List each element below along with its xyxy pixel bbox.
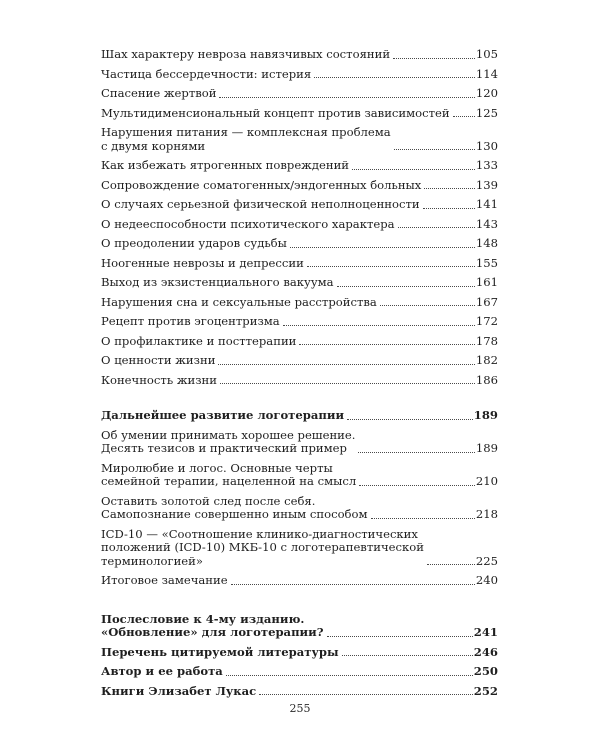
toc-entry-title: Частица бессердечности: истерия xyxy=(101,66,312,81)
toc-entry-page: 139 xyxy=(475,177,498,192)
dot-leader xyxy=(359,485,475,486)
toc-entry xyxy=(101,462,498,489)
toc-entry-page: 172 xyxy=(475,314,498,328)
dot-leader xyxy=(219,97,474,98)
toc-entry-page: 125 xyxy=(475,105,498,120)
toc-entry xyxy=(101,528,498,569)
dot-leader xyxy=(453,116,475,117)
toc-entry xyxy=(101,685,498,699)
dot-leader xyxy=(231,584,475,585)
toc-entry-page: 189 xyxy=(475,441,498,455)
dot-leader xyxy=(342,655,473,656)
toc-entry-title: Ноогенные неврозы и депрессии xyxy=(101,255,304,270)
toc-entry-page: 218 xyxy=(475,507,498,521)
toc-entry-page: 252 xyxy=(473,683,498,698)
toc-entry-page: 241 xyxy=(473,625,498,639)
toc-entry xyxy=(101,257,498,271)
toc-section-2 xyxy=(101,429,498,588)
toc-entry-page: 114 xyxy=(475,66,498,81)
toc-entry-page: 167 xyxy=(475,294,498,309)
dot-leader xyxy=(327,636,473,637)
toc-section-3 xyxy=(101,613,498,699)
toc-entry-title: Выход из экзистенциального вакуума xyxy=(101,275,334,289)
toc-entry-title: Шах характеру невроза навязчивых состояний xyxy=(101,47,391,61)
toc-entry xyxy=(101,574,498,588)
toc-entry-title: Автор и ее работа xyxy=(101,664,223,678)
toc-entry xyxy=(101,646,498,660)
toc-entry-page: 105 xyxy=(475,47,498,61)
toc-entry-title: Нарушения питания — комплексная проблема с двумя корнями xyxy=(101,125,391,153)
toc-entry xyxy=(101,237,498,251)
dot-leader xyxy=(371,518,475,519)
dot-leader xyxy=(314,77,475,78)
dot-leader xyxy=(393,58,475,59)
toc-entry-page: 178 xyxy=(475,333,498,348)
dot-leader xyxy=(337,286,475,287)
toc-entry xyxy=(101,276,498,290)
dot-leader xyxy=(398,227,475,228)
toc-entry-title: Конечность жизни xyxy=(101,372,217,387)
toc-entry xyxy=(101,495,498,522)
toc-entry-title: Нарушения сна и сексуальные расстройства xyxy=(101,294,377,309)
dot-leader xyxy=(259,694,473,695)
toc-entry-page: 133 xyxy=(475,158,498,172)
toc-entry-title: О преодолении ударов судьбы xyxy=(101,236,287,250)
toc-entry-page: 120 xyxy=(475,86,498,100)
toc-entry-page: 186 xyxy=(475,372,498,387)
dot-leader xyxy=(394,149,475,150)
dot-leader xyxy=(283,325,475,326)
toc-entry xyxy=(101,107,498,121)
dot-leader xyxy=(290,247,475,248)
dot-leader xyxy=(299,344,474,345)
dot-leader xyxy=(423,208,475,209)
dot-leader xyxy=(380,305,475,306)
toc-entry xyxy=(101,665,498,679)
toc-entry xyxy=(101,374,498,388)
toc-entry xyxy=(101,198,498,212)
toc-heading-title: Дальнейшее развитие логотерапии xyxy=(101,408,345,422)
toc-entry xyxy=(101,218,498,232)
toc-entry xyxy=(101,613,498,640)
toc-entry-title: Перечень цитируемой литературы xyxy=(101,644,339,659)
dot-leader xyxy=(424,188,475,189)
toc-entry-page: 246 xyxy=(473,644,498,659)
toc-entry xyxy=(101,429,498,456)
dot-leader xyxy=(358,452,474,453)
toc-entry-title: Об умении принимать хорошее решение. Десять тезисов и практический пример xyxy=(101,427,356,455)
toc-entry xyxy=(101,296,498,310)
toc-heading-page: 189 xyxy=(473,408,498,422)
table-of-contents xyxy=(101,48,498,704)
toc-section-heading xyxy=(101,409,498,423)
toc-entry-title: Сопровождение соматогенных/эндогенных больных xyxy=(101,177,422,192)
dot-leader xyxy=(427,564,475,565)
dot-leader xyxy=(226,675,473,676)
toc-entry xyxy=(101,48,498,62)
toc-entry-page: 148 xyxy=(475,236,498,250)
toc-entry-page: 155 xyxy=(475,255,498,270)
toc-entry-page: 225 xyxy=(475,553,498,568)
toc-entry-page: 210 xyxy=(475,474,498,488)
toc-section-1 xyxy=(101,48,498,387)
toc-entry-title: Миролюбие и логос. Основные черты семейной терапии, нацеленной на смысл xyxy=(101,460,357,488)
toc-entry-title: О профилактике и посттерапии xyxy=(101,333,297,348)
toc-entry-title: Рецепт против эгоцентризма xyxy=(101,314,280,328)
toc-entry xyxy=(101,315,498,329)
toc-entry-title: Спасение жертвой xyxy=(101,86,217,100)
toc-entry xyxy=(101,87,498,101)
dot-leader xyxy=(307,266,475,267)
toc-entry-page: 250 xyxy=(473,664,498,678)
toc-entry-page: 240 xyxy=(475,573,498,587)
toc-entry xyxy=(101,126,498,153)
toc-entry-page: 141 xyxy=(475,197,498,211)
dot-leader xyxy=(220,383,475,384)
toc-entry xyxy=(101,68,498,82)
toc-entry xyxy=(101,179,498,193)
toc-entry-page: 182 xyxy=(475,353,498,367)
page-number: 255 xyxy=(289,702,311,715)
dot-leader xyxy=(347,419,473,420)
toc-entry-title: Итоговое замечание xyxy=(101,573,228,587)
toc-entry-page: 143 xyxy=(475,216,498,231)
toc-entry-title: Мультидименсиональный концепт против зависимостей xyxy=(101,105,450,120)
toc-entry xyxy=(101,159,498,173)
dot-leader xyxy=(352,169,475,170)
toc-entry-page: 130 xyxy=(475,138,498,153)
toc-entry-title: Послесловие к 4-му изданию. «Обновление» для логотерапии? xyxy=(101,611,324,639)
toc-entry-title: О ценности жизни xyxy=(101,353,216,367)
toc-entry-title: Оставить золотой след после себя. Самопознание совершенно иным способом xyxy=(101,493,368,521)
toc-entry xyxy=(101,335,498,349)
toc-entry-title: О недееспособности психотического характера xyxy=(101,216,395,231)
toc-entry-title: ICD-10 — «Соотношение клинико-диагностических положений (ICD-10) МКБ-10 с логотерапевтической терминологией» xyxy=(101,526,424,568)
toc-entry-title: Как избежать ятрогенных повреждений xyxy=(101,158,350,172)
toc-entry xyxy=(101,354,498,368)
toc-entry-title: О случаях серьезной физической неполноценности xyxy=(101,197,420,211)
toc-entry-page: 161 xyxy=(475,275,498,289)
dot-leader xyxy=(218,364,474,365)
toc-entry-title: Книги Элизабет Лукас xyxy=(101,683,257,698)
